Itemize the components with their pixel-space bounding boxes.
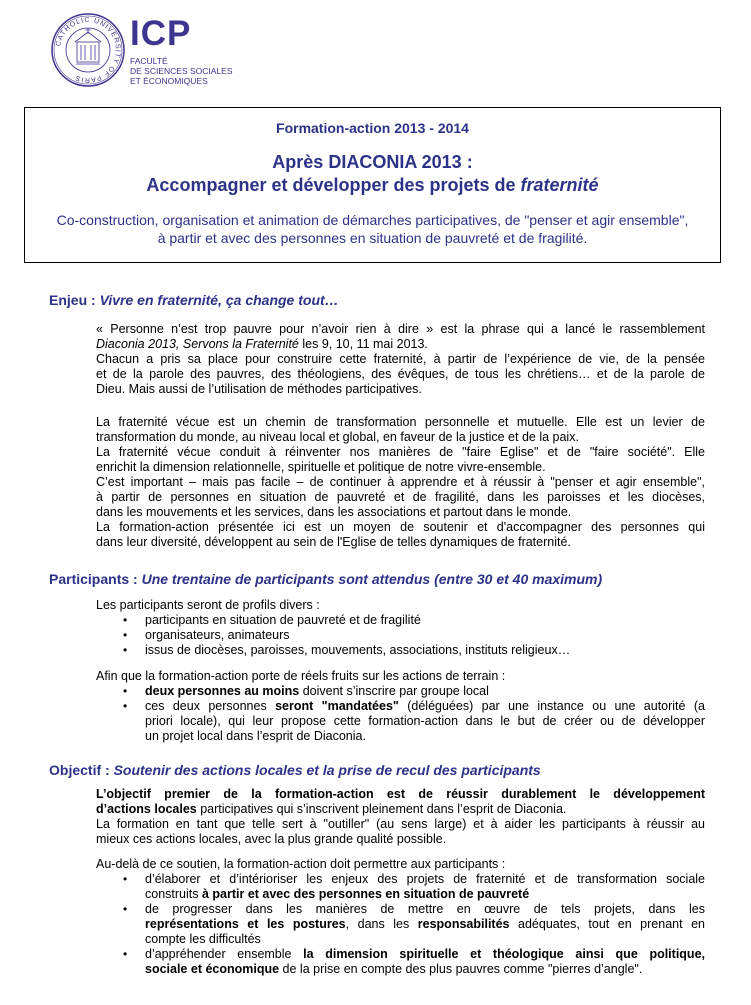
bullet-icon: • [123, 684, 128, 698]
text-line: dans les mouvements et les services, dans les associations et partout dans le monde. [96, 505, 572, 519]
bullet-icon: • [123, 947, 128, 961]
list-intro: Au-delà de ce soutien, la formation-action doit permettre aux participants : [96, 857, 506, 871]
text-line: dans leur diversité, développent au sein de l'Eglise de telles dynamiques de fraternité. [96, 535, 571, 549]
text-fragment: les 9, 10, 11 mai 2013. [298, 337, 428, 351]
list-item-text [145, 917, 705, 932]
enjeu-paragraph-2 [96, 415, 705, 550]
emphasis: d’actions locales [96, 802, 197, 816]
section-heading-objectif [49, 762, 541, 778]
list-item-text: organisateurs, animateurs [145, 628, 290, 642]
list-item-text [145, 887, 705, 902]
faculty-line: ET ÉCONOMIQUES [130, 76, 208, 86]
section-title: Soutenir des actions locales et la prise de recul des participants [113, 762, 541, 778]
text-line: Dieu. Mais aussi de l’utilisation de méthodes participatives. [96, 382, 422, 396]
section-heading-enjeu [49, 292, 339, 308]
formation-label: Formation-action 2013 - 2014 [276, 120, 469, 136]
text-fragment: doivent s’inscrire par groupe local [299, 684, 489, 698]
list-item-text [145, 947, 705, 962]
event-name: Diaconia 2013, Servons la Fraternité [96, 337, 299, 351]
text-line: C’est important – mais pas facile – de continuer à apprendre et à réussir à "penser et agir ensemble", [96, 475, 705, 489]
emphasis: à partir et avec des personnes en situation de pauvreté [201, 887, 530, 901]
section-title: Une trentaine de participants sont attendus (entre 30 et 40 maximum) [141, 571, 603, 587]
list-intro: Afin que la formation-action porte de réels fruits sur les actions de terrain : [96, 669, 506, 683]
bullet-icon: • [123, 902, 128, 916]
text-fragment: , dans les [345, 917, 418, 931]
faculty-line: FACULTÉ [130, 56, 168, 66]
text-fragment: participatives qui s’inscrivent pleinement dans l’esprit de Diaconia. [196, 802, 567, 816]
text-line: La fraternité vécue est un chemin de transformation personnelle et mutuelle. Elle est un levier de [96, 415, 705, 429]
bullet-icon: • [123, 628, 128, 642]
text-line [96, 802, 705, 817]
list-item-text [145, 962, 705, 977]
list-item-text: de progresser dans les manières de mettre en œuvre de tels projets, dans les [145, 902, 705, 916]
text-line: La formation-action présentée ici est un moyen de soutenir et d'accompagner des personnes qui [96, 520, 705, 534]
section-label: Objectif : [49, 762, 114, 778]
main-title-line2-text: Accompagner et développer des projets de [146, 175, 521, 195]
section-heading-participants [49, 571, 602, 587]
list-item-text [145, 684, 705, 699]
list-item-text: un projet local dans l’esprit de Diaconia. [145, 729, 366, 743]
emphasis: seront "mandatées" [275, 699, 399, 713]
list-item-text: d’élaborer et d’intérioriser les enjeux des projets de fraternité et de transformation sociale [145, 872, 705, 886]
list-item-text [145, 699, 705, 714]
participants-profiles [96, 598, 705, 658]
faculty-name [130, 56, 280, 86]
list-intro: Les participants seront de profils divers : [96, 598, 320, 612]
objectif-goals [96, 857, 705, 977]
main-title-emphasis: fraternité [520, 175, 599, 195]
main-title-line2 [25, 174, 720, 196]
bullet-icon: • [123, 643, 128, 657]
text-fragment: (déléguées) par une instance ou une autorité (a [398, 699, 705, 713]
list-item [96, 684, 705, 699]
participants-conditions [96, 669, 705, 744]
subtitle-line1: Co-construction, organisation et animation de démarches participatives, de "penser et agir ensemble", [56, 212, 689, 228]
emphasis: L’objectif premier de la formation-action est de réussir durablement le développement [96, 787, 705, 801]
text-fragment: d’appréhender ensemble [145, 947, 304, 961]
text-line: et de la parole des pauvres, des théologiens, des évêques, de tous les chrétiens… et de la parole de [96, 367, 705, 381]
text-line: transformation du monde, au niveau local et global, en faveur de la justice et de la paix. [96, 430, 579, 444]
bullet-icon: • [123, 872, 128, 886]
list-item [96, 628, 705, 643]
title-box [24, 107, 721, 263]
bullet-icon: • [123, 699, 128, 713]
emphasis: sociale et économique [145, 962, 280, 976]
list-item [96, 613, 705, 628]
section-label: Participants : [49, 571, 142, 587]
list-item [96, 947, 705, 977]
svg-text:CATHOLIC UNIVERSITY OF PARIS: CATHOLIC UNIVERSITY OF PARIS [55, 16, 122, 84]
text-line: à partir de personnes en situation de pauvreté et de fragilité, dans les paroisses et les diocèses, [96, 490, 705, 504]
text-line [96, 787, 705, 802]
text-line: enrichit la dimension relationnelle, spirituelle et politique de notre vivre-ensemble. [96, 460, 546, 474]
objectif-paragraph-1 [96, 787, 705, 847]
emphasis: deux personnes au moins [145, 684, 300, 698]
subtitle [33, 211, 712, 247]
text-line: La fraternité vécue conduit à réinventer nos manières de "faire Eglise" et de "faire société". Elle [96, 445, 705, 459]
emphasis: la dimension spirituelle et théologique ainsi que politique, [303, 947, 705, 961]
list-item [96, 699, 705, 744]
list-item [96, 902, 705, 947]
text-fragment: de la prise en compte des plus pauvres comme "pierres d’angle". [279, 962, 643, 976]
enjeu-paragraph-1 [96, 322, 705, 397]
bullet-icon: • [123, 613, 128, 627]
main-title-line1: Après DIACONIA 2013 : [272, 152, 473, 172]
text-line [96, 337, 705, 352]
faculty-line: DE SCIENCES SOCIALES [130, 66, 233, 76]
text-line: « Personne n’est trop pauvre pour n’avoir rien à dire » est la phrase qui a lancé le rassemblement [96, 322, 705, 336]
emphasis: représentations et les postures [145, 917, 346, 931]
section-title: Vivre en fraternité, ça change tout… [99, 292, 339, 308]
text-line: mieux ces actions locales, avec la plus grande qualité possible. [96, 832, 447, 846]
list-item-text: priori locale), qui leur propose cette formation-action dans le but de créer ou de développer [145, 714, 705, 728]
header [50, 12, 250, 92]
text-line: La formation en tant que telle sert à "outiller" (au sens large) et à aider les participants à réussir au [96, 817, 705, 831]
emphasis: responsabilités [417, 917, 510, 931]
text-fragment: construits [145, 887, 202, 901]
section-label: Enjeu : [49, 292, 100, 308]
text-line: Chacun a pris sa place pour construire cette fraternité, à partir de l’expérience de vie, de la pensée [96, 352, 705, 366]
text-fragment: ces deux personnes [145, 699, 276, 713]
list-item [96, 643, 705, 658]
list-item [96, 872, 705, 902]
list-item-text: participants en situation de pauvreté et de fragilité [145, 613, 421, 627]
list-item-text: compte les difficultés [145, 932, 261, 946]
university-seal-icon [50, 12, 126, 88]
list-item-text: issus de diocèses, paroisses, mouvements, associations, instituts religieux… [145, 643, 571, 657]
institution-title: ICP [130, 14, 192, 53]
subtitle-line2: à partir et avec des personnes en situation de pauvreté et de fragilité. [157, 230, 588, 246]
text-fragment: adéquates, tout en prenant en [509, 917, 706, 931]
